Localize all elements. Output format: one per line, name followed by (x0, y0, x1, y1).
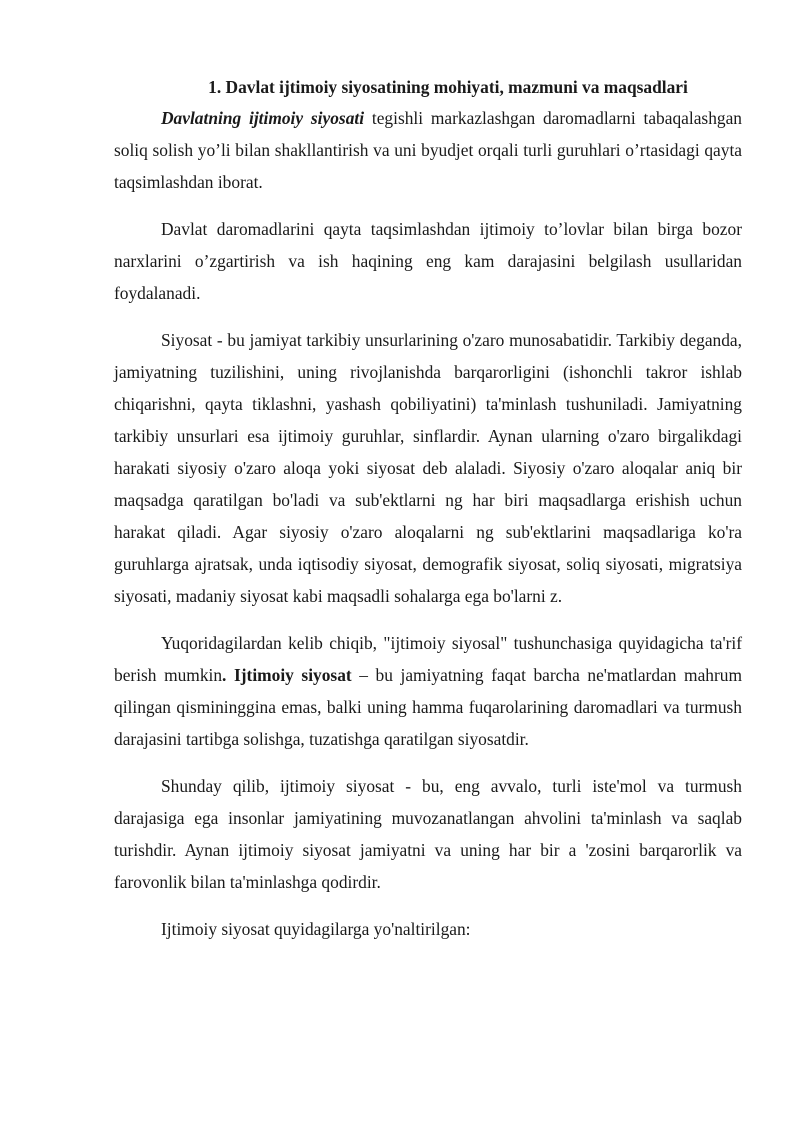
paragraph-politics: Siyosat - bu jamiyat tarkibiy unsurlarining o'zaro munosabatidir. Tarkibiy deganda, jamiyatning tuzilishini, uning rivojlanishda barqarorligini (ishonchli takror ishlab chiqarishni, qayta tiklashni, yashash qobiliyatini) ta'minlash tushuniladi. Jamiyatning tarkibiy unsurlari esa ijtimoiy guruhlar, sinflardir. Aynan ularning o'zaro birgalikdagi harakati siyosiy o'zaro aloqa yoki siyosat deb alaladi. Siyosiy o'zaro aloqalar aniq bir maqsadga qaratilgan bo'ladi va sub'ektlarni ng har biri maqsadlarga erishish uchun harakat qiladi. Agar siyosiy o'zaro aloqalarni ng sub'ektlarini maqsadlariga ko'ra guruhlarga ajratsak, unda iqtisodiy siyosat, demografik siyosat, soliq siyosati, migratsiya siyosati, madaniy siyosat kabi maqsadli sohalarga ega bo'larni z. (114, 330, 742, 606)
paragraph-conclusion: Shunday qilib, ijtimoiy siyosat - bu, eng avvalo, turli iste'mol va turmush darajasiga ega insonlar jamiyatining muvozanatlangan ahvolini ta'minlash va saqlab turishdir. Aynan ijtimoiy siyosat jamiyatni va uning har bir a 'zosini barqarorlik va farovonlik bilan ta'minlashga qodirdir. (114, 776, 742, 892)
definition-intro: Yuqoridagilardan kelib chiqib, "ijtimoiy siyosal" tushunchasiga quyidagicha ta'rif berish mumkin (114, 633, 742, 685)
paragraph-redistribution: Davlat daromadlarini qayta taqsimlashdan ijtimoiy to’lovlar bilan birga bozor narxlarini o’zgartirish va ish haqining eng kam darajasini belgilash usullaridan foydalanadi. (114, 219, 742, 303)
paragraph-definition (114, 102, 742, 198)
paragraph-directions-intro: Ijtimoiy siyosat quyidagilarga yo'naltirilgan: (161, 919, 471, 939)
paragraph-social-policy-definition (114, 627, 742, 755)
defined-term: Davlatning ijtimoiy siyosati (161, 108, 365, 128)
definition-body: – bu jamiyatning faqat barcha ne'matlardan mahrum qilingan qismininggina emas, balki uning hamma fuqarolarining daromadlari va turmush darajasini tartibga solishga, tuzatishga qaratilgan siyosatdir. (114, 665, 742, 749)
bold-term: . Ijtimoiy siyosat (222, 665, 352, 685)
document-page (114, 72, 742, 960)
definition-text: tegishli markazlashgan daromadlarni tabaqalashgan soliq solish yo’li bilan shakllantirish va uni byudjet orqali turli guruhlari o’rtasidagi qayta taqsimlashdan iborat. (114, 108, 742, 192)
section-heading: 1. Davlat ijtimoiy siyosatining mohiyati, mazmuni va maqsadlari (208, 77, 688, 97)
